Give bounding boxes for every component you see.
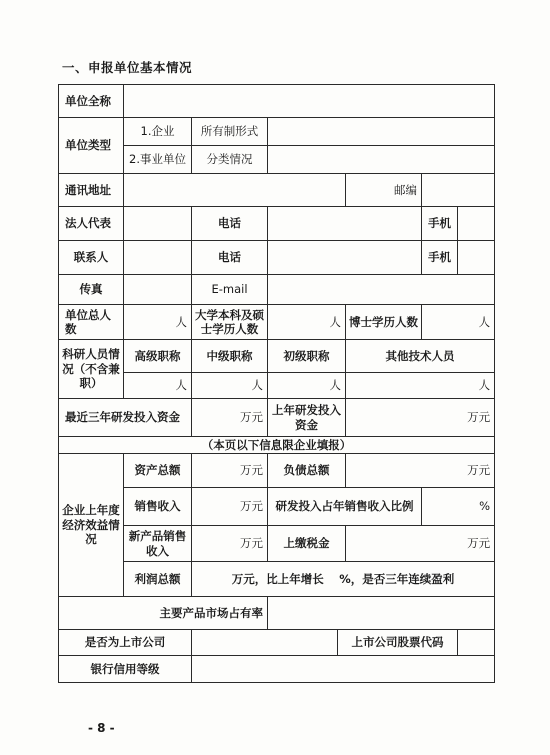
contact-field[interactable] — [124, 241, 192, 275]
rd-last-year-label: 上年研发投入资金 — [268, 399, 346, 437]
fax-label: 传真 — [59, 275, 124, 305]
total-assets-field[interactable] — [192, 454, 268, 488]
unit-type-label: 单位类型 — [59, 118, 124, 174]
unit-name-field[interactable] — [124, 85, 495, 118]
junior-title-unit: 人 — [329, 378, 341, 393]
new-product-sales-label: 新产品销售收入 — [124, 526, 192, 562]
contact-mobile-field[interactable] — [458, 241, 495, 275]
senior-title-unit: 人 — [175, 378, 187, 393]
rd-sales-ratio-label: 研发投入占年销售收入比例 — [268, 488, 422, 526]
email-field[interactable] — [268, 275, 495, 305]
total-liabilities-label: 负债总额 — [268, 454, 346, 488]
section-title: 一、申报单位基本情况 — [62, 60, 193, 75]
phd-unit: 人 — [478, 314, 491, 329]
rd-sales-ratio-unit: % — [479, 499, 491, 514]
bachelor-master-unit: 人 — [329, 314, 341, 329]
senior-title-label: 高级职称 — [124, 340, 192, 373]
rd-3yr-unit: 万元 — [240, 410, 263, 425]
contact-phone-field[interactable] — [268, 241, 422, 275]
other-tech-field[interactable] — [346, 373, 495, 399]
econ-benefit-label: 企业上年度经济效益情况 — [59, 454, 124, 597]
bank-credit-field[interactable] — [192, 656, 495, 683]
contact-phone-label: 电话 — [192, 241, 268, 275]
profit-growth-field[interactable]: 万元，比上年增长 %，是否三年连续盈利 — [192, 562, 495, 597]
page-number: - 8 - — [88, 721, 115, 735]
junior-title-field[interactable] — [268, 373, 346, 399]
contact-mobile-label: 手机 — [422, 241, 458, 275]
address-field[interactable] — [124, 174, 346, 207]
research-staff-label: 科研人员情况（不含兼职） — [59, 340, 124, 399]
contact-label: 联系人 — [59, 241, 124, 275]
total-liabilities-field[interactable] — [346, 454, 495, 488]
total-staff-field[interactable] — [124, 305, 192, 340]
tax-paid-field[interactable] — [346, 526, 495, 562]
sales-revenue-unit: 万元 — [240, 499, 263, 514]
enterprise-option[interactable]: 1.企业 — [124, 118, 192, 146]
stock-code-field[interactable] — [458, 630, 495, 656]
enterprise-only-note: （本页以下信息限企业填报） — [59, 437, 495, 454]
market-share-field[interactable] — [268, 597, 495, 630]
postcode-field[interactable] — [422, 174, 495, 207]
new-product-sales-unit: 万元 — [240, 536, 263, 551]
bank-credit-label: 银行信用等级 — [59, 656, 192, 683]
legal-rep-mobile-field[interactable] — [458, 207, 495, 241]
postcode-label: 邮编 — [346, 174, 422, 207]
tax-paid-label: 上缴税金 — [268, 526, 346, 562]
mid-title-field[interactable] — [192, 373, 268, 399]
institution-option[interactable]: 2.事业单位 — [124, 146, 192, 174]
sales-revenue-label: 销售收入 — [124, 488, 192, 526]
unit-name-label: 单位全称 — [59, 85, 124, 118]
total-assets-label: 资产总额 — [124, 454, 192, 488]
total-liabilities-unit: 万元 — [467, 463, 491, 478]
market-share-label: 主要产品市场占有率 — [59, 597, 268, 630]
total-staff-label: 单位总人数 — [59, 305, 124, 340]
listed-label: 是否为上市公司 — [59, 630, 192, 656]
total-profit-label: 利润总额 — [124, 562, 192, 597]
legal-rep-phone-label: 电话 — [192, 207, 268, 241]
stock-code-label: 上市公司股票代码 — [338, 630, 458, 656]
legal-rep-label: 法人代表 — [59, 207, 124, 241]
email-label: E-mail — [192, 275, 268, 305]
tax-paid-unit: 万元 — [467, 536, 491, 551]
mid-title-label: 中级职称 — [192, 340, 268, 373]
other-tech-label: 其他技术人员 — [346, 340, 495, 373]
legal-rep-mobile-label: 手机 — [422, 207, 458, 241]
fax-field[interactable] — [124, 275, 192, 305]
total-staff-unit: 人 — [175, 314, 187, 329]
rd-3yr-label: 最近三年研发投入资金 — [59, 399, 192, 437]
mid-title-unit: 人 — [251, 378, 263, 393]
address-label: 通讯地址 — [59, 174, 124, 207]
legal-rep-field[interactable] — [124, 207, 192, 241]
category-field[interactable] — [268, 146, 495, 174]
senior-title-field[interactable] — [124, 373, 192, 399]
ownership-label: 所有制形式 — [192, 118, 268, 146]
rd-last-year-unit: 万元 — [467, 410, 491, 425]
phd-label: 博士学历人数 — [346, 305, 422, 340]
junior-title-label: 初级职称 — [268, 340, 346, 373]
new-product-sales-field[interactable] — [192, 526, 268, 562]
category-label: 分类情况 — [192, 146, 268, 174]
rd-3yr-field[interactable] — [192, 399, 268, 437]
bachelor-master-field[interactable] — [268, 305, 346, 340]
phd-field[interactable] — [422, 305, 495, 340]
other-tech-unit: 人 — [478, 378, 491, 393]
rd-last-year-field[interactable] — [346, 399, 495, 437]
applicant-info-table — [58, 84, 495, 683]
listed-field[interactable] — [192, 630, 338, 656]
total-assets-unit: 万元 — [240, 463, 263, 478]
ownership-field[interactable] — [268, 118, 495, 146]
rd-sales-ratio-field[interactable] — [422, 488, 495, 526]
sales-revenue-field[interactable] — [192, 488, 268, 526]
bachelor-master-label: 大学本科及硕士学历人数 — [192, 305, 268, 340]
legal-rep-phone-field[interactable] — [268, 207, 422, 241]
